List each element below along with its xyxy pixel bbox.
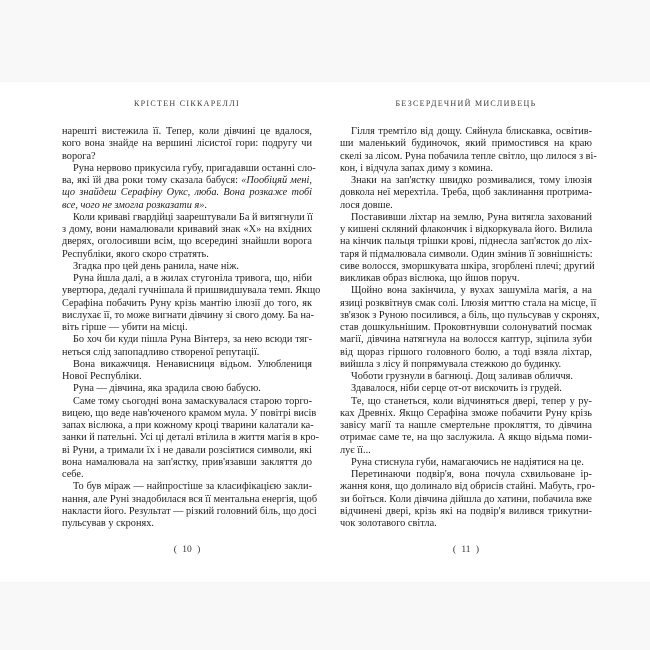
text-line: кого вона знайде на вершині лісистої гори: подругу чи (62, 138, 312, 150)
paragraph (340, 371, 592, 383)
paragraph (340, 469, 595, 530)
paragraph (62, 162, 316, 212)
text-line: увертюра, дедалі гучнішала й пришвидшувала темп. Якщо (62, 285, 321, 297)
text-line: Вона викажчиця. Ненависниця відьом. Улюблениця (73, 358, 312, 370)
text-line: Руна — дівчина, яка зрадила свою бабусю. (73, 383, 261, 395)
page-number: ( 10 ) (173, 545, 201, 555)
italic-quote: «Пообіцяй мені, (241, 175, 312, 186)
text-line: нарешті вистежила її. Тепер, коли дівчині це вдалося, (62, 126, 312, 137)
text-line: отримає саме те, на що заслужила. А якщо відьма поми- (340, 432, 592, 444)
text-line: від щораз гіршого головного болю, а тоді взяла ліхтар, (340, 346, 592, 358)
text-line: Щойно вона закінчила, у вухах зашуміла магія, а на (351, 285, 592, 297)
paragraph (340, 457, 592, 469)
text-line: Руна нервово прикусила губу, пригадавши останні сло- (73, 162, 316, 174)
text-line: зи боїться. Коли дівчина дійшла до хатини, побачила вже (340, 493, 592, 505)
paragraph (62, 212, 312, 261)
text-line: Серафіна побачить Руну крізь мантію ілюзії до того, як (62, 297, 312, 309)
text-line: себе. (62, 469, 84, 480)
text-line: занки й пательні. Усі ці деталі втілила в життя магія в кро- (62, 432, 319, 444)
text-line: Згадка про цей день ранила, наче ніж. (73, 260, 239, 272)
text-line: Республіки, якого скоро стратять. (62, 248, 209, 260)
text-segment: . (204, 199, 207, 211)
text-line: накласти його. Результат — різкий головний біль, що досі (62, 505, 317, 517)
italic-quote: що знайдеш Серафіну Оукс, люба. Вона розкаже тобі (62, 187, 312, 199)
text-line: віть гірше — убити на місці. (62, 322, 188, 333)
text-line: запах віслюка, а при кожному кроці тварини калатали ка- (62, 420, 314, 431)
paragraph (340, 126, 597, 175)
paragraph (62, 126, 312, 163)
page-number: ( 11 ) (452, 545, 480, 555)
paragraph (62, 359, 312, 384)
paragraph (62, 334, 312, 359)
text-line: Поставивши ліхтар на землю, Руна витягла захований (351, 211, 592, 223)
text-line (62, 187, 312, 199)
text-line: на кінчик пальця трішки крові, піднесла зап'ясток до ліх- (340, 236, 592, 248)
running-head-author: КРІСТЕН СІККАРЕЛЛІ (134, 99, 240, 108)
paragraph (340, 211, 595, 286)
text-line: з дому, вони намалювали кривавий знак «Х» на вхідних (62, 224, 312, 235)
text-line: ках Древніх. Якщо Серафіна зможе побачити Руну крізь (340, 407, 592, 419)
paragraph (340, 285, 600, 371)
paragraph (62, 273, 321, 334)
italic-quote: все, чого не змогла розказати я» (62, 199, 205, 211)
text-line: відчинені двері, крізь які на подвір'я вилився трикутни- (340, 505, 592, 517)
text-line: магії, дівчина натягнула на волосся каптур, зціпила зуби (340, 334, 592, 346)
paragraph (62, 481, 318, 530)
text-line: Чоботи грузнули в багнюці. Дощ заливав обличчя. (351, 371, 573, 382)
text-line: Саме тому сьогодні вона замаскувалася старою торго- (73, 395, 312, 407)
text-line: чок золотавого світла. (340, 518, 437, 529)
text-line: жання коня, що долинало від обрисів стайні. Мабуть, гро- (340, 481, 595, 493)
text-line: дверях, оголосивши всім, що всередині знайшли ворога (62, 236, 312, 248)
paragraph (62, 395, 319, 482)
text-line: То був міраж — найпростіше за класифікацією закли- (73, 481, 312, 493)
paragraph (340, 396, 592, 457)
text-line: Коли криваві гвардійці заарештували Ба й витягнули її (73, 211, 313, 223)
text-line: Те, що станеться, коли відчиняться двері, тепер у ру- (351, 395, 592, 407)
page-body (62, 126, 321, 530)
text-line: ві Руни, а тримали їх і не давали розсіятися символи, які (62, 444, 312, 456)
text-line: у кишені скляний флакончик і відкоркувала його. Вилила (340, 224, 593, 235)
running-head-title: БЕЗСЕРДЕЧНИЙ МИСЛИВЕЦЬ (395, 99, 537, 108)
text-line: викликав образ віслюка, що йшов поруч. (340, 273, 520, 284)
text-line: Перетинаючи подвір'я, вона почула схвильоване ір- (351, 469, 592, 480)
text-line: ворога? (62, 150, 96, 162)
text-line: Нової Республіки. (62, 371, 142, 382)
text-line: лує її... (340, 444, 371, 456)
text-line: Здавалося, ніби серце от-от вискочить із грудей. (351, 383, 562, 395)
text-line: зв'язок з Руною посилився, а біль, що пульсував у скронях, (340, 309, 600, 321)
text-line (62, 175, 312, 187)
text-line: вона намалювала на зап'ястку, прив'язавши закляття до (62, 456, 312, 468)
text-line: вислухає її, то може вигнати дівчину зі свого дому. Ба на- (62, 309, 315, 321)
text-line: ши маленький будиночок, який примостився на краю (340, 138, 592, 150)
text-line: лося довше. (340, 199, 393, 211)
text-line: Бо хоч би куди пішла Руна Вінтерз, за нею всюди тяг- (73, 334, 312, 346)
paragraph (62, 383, 312, 395)
paragraph (340, 383, 592, 395)
text-line: Знаки на зап'ястку швидко розмивалися, тому ілюзія (351, 175, 592, 186)
text-line: вицею, що веде нав'юченого крамом мула. У повітрі висів (62, 407, 317, 419)
text-line: Гілля тремтіло від дощу. Сяйнула блискавка, освітив- (351, 126, 592, 137)
text-line: Руна стиснула губи, намагаючись не надіятися на це. (351, 456, 584, 468)
text-line: скелі за лісом. Руна побачила тепле світло, що лилося з ві- (340, 150, 597, 162)
paragraph (62, 261, 312, 273)
text-line: Руна йшла далі, а в жилах стугоніла тривога, що, ніби (73, 273, 312, 284)
text-line (62, 200, 312, 212)
text-line: сиве волосся, зморшкувата шкіра, згорблені плечі; другий (340, 260, 595, 272)
text-line: пульсував у скронях. (62, 518, 154, 529)
text-line: довкола неї мерехтіла. Треба, щоб заклинання протрима- (340, 187, 592, 199)
paragraph (340, 175, 592, 212)
text-line: язиці розквітнув смак солі. Ілюзія миттю стала на місце, її (340, 297, 597, 309)
text-line: таря й підмалювала символи. Один змінив її зовнішність: (340, 248, 593, 260)
page-body (340, 126, 600, 530)
text-line: вийшла з лісу й попрямувала стежкою до будинку. (340, 358, 562, 370)
text-line: нання, але Руні знадобилася вся її ментальна енергія, щоб (62, 493, 318, 505)
text-line: неться слід запопадливо створеної репутації. (62, 346, 260, 358)
text-line: завісу магії та нашле смертельне прокляття, то дівчина (340, 420, 592, 431)
text-segment: ва, які їй два роки тому сказала бабуся: (62, 175, 242, 186)
text-line: кон, і відчула запах диму з комина. (340, 162, 493, 174)
text-line: став дошкульнішим. Проковтнувши солонуватий посмак (340, 322, 592, 333)
